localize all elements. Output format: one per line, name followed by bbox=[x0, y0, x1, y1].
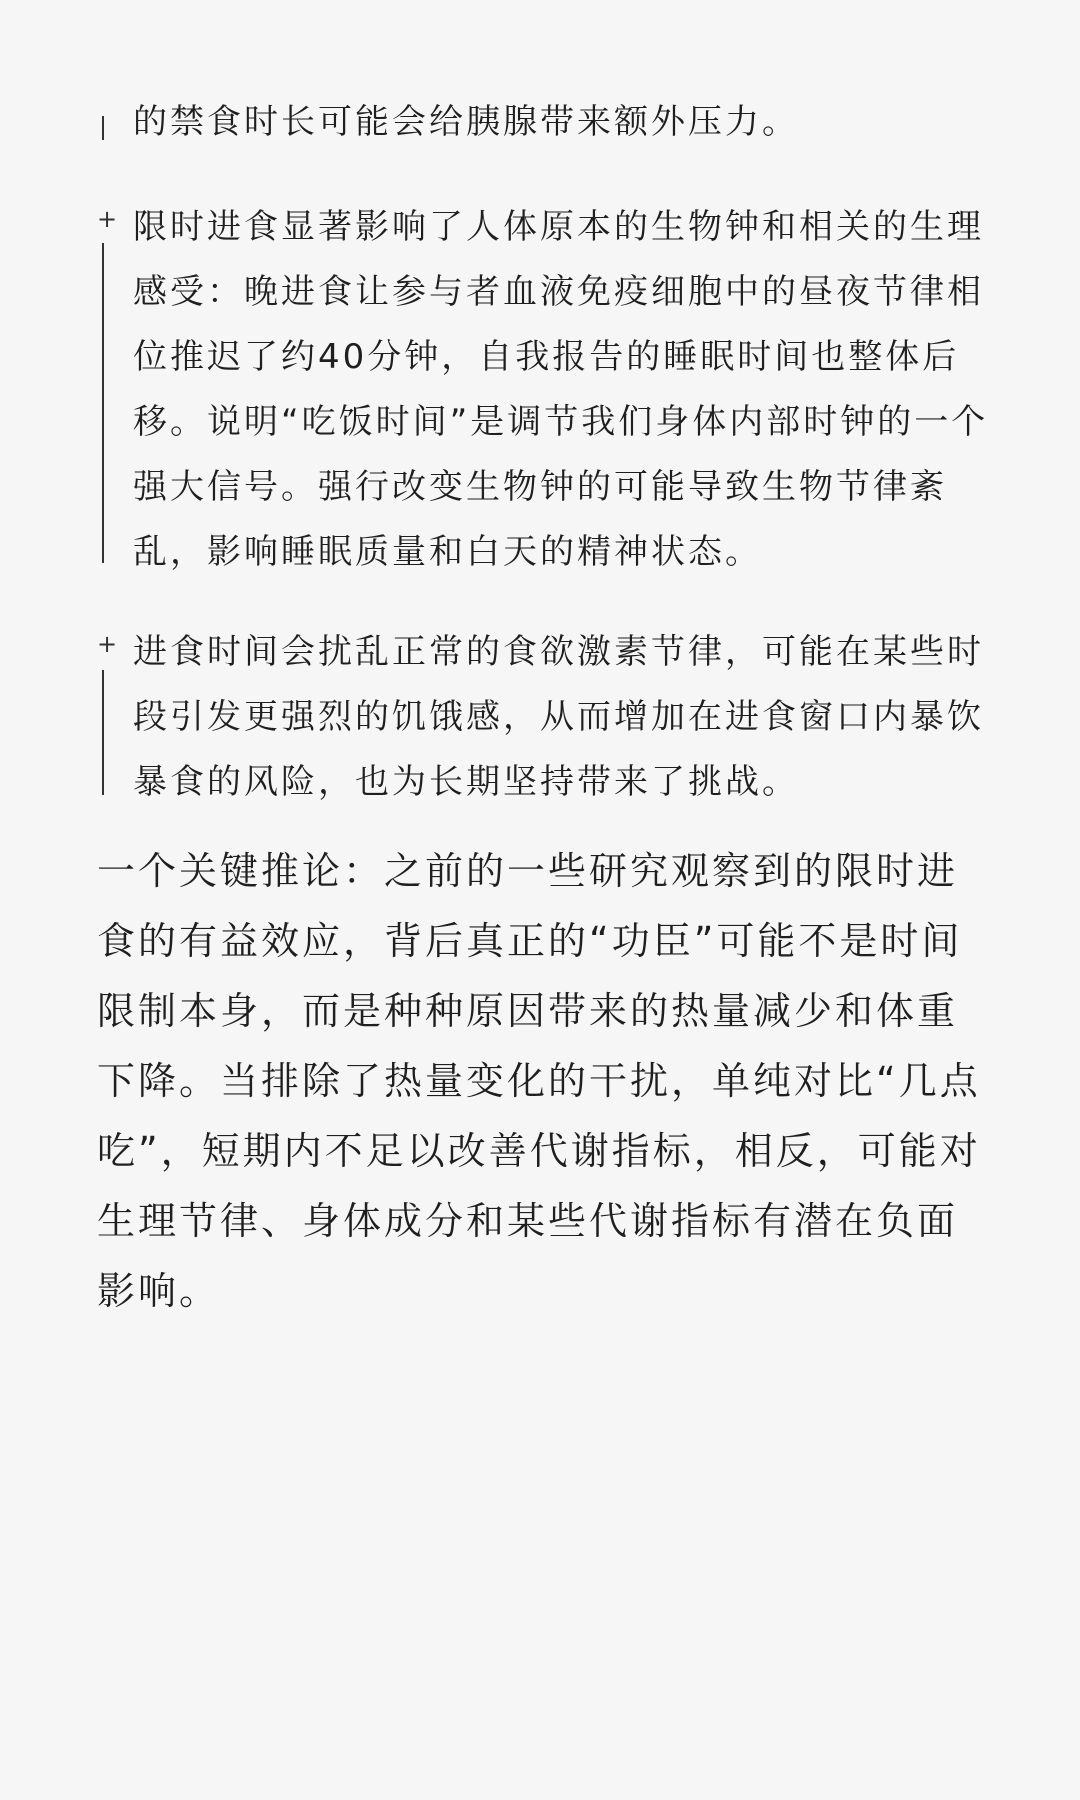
vertical-bar-icon bbox=[102, 670, 104, 795]
plus-icon: + bbox=[97, 630, 118, 658]
list-item bbox=[0, 620, 1080, 820]
list-item bbox=[0, 90, 1080, 170]
vertical-bar-icon bbox=[102, 116, 104, 140]
list-item-text: 限时进食显著影响了人体原本的生物钟和相关的生理感受：晚进食让参与者血液免疫细胞中的昼夜节律相位推迟了约40分钟，自我报告的睡眠时间也整体后移。说明“吃饭时间”是调节我们身体内部时钟的一个强大信号。强行改变生物钟的可能导致生物节律紊乱，影响睡眠质量和白天的精神状态。 bbox=[133, 207, 989, 572]
list-item-text: 进食时间会扰乱正常的食欲激素节律，可能在某些时段引发更强烈的饥饿感，从而增加在进食窗口内暴饮暴食的风险，也为长期坚持带来了挑战。 bbox=[133, 632, 984, 802]
plus-icon: + bbox=[97, 205, 118, 233]
conclusion-paragraph: 一个关键推论：之前的一些研究观察到的限时进食的有益效应，背后真正的“功臣”可能不是时间限制本身，而是种种原因带来的热量减少和体重下降。当排除了热量变化的干扰，单纯对比“几点吃”，短期内不足以改善代谢指标，相反，可能对生理节律、身体成分和某些代谢指标有潜在负面影响。 bbox=[97, 849, 981, 1313]
list-item-text: 的禁食时长可能会给胰腺带来额外压力。 bbox=[133, 102, 799, 142]
list-item bbox=[0, 195, 1080, 585]
vertical-bar-icon bbox=[102, 243, 104, 563]
